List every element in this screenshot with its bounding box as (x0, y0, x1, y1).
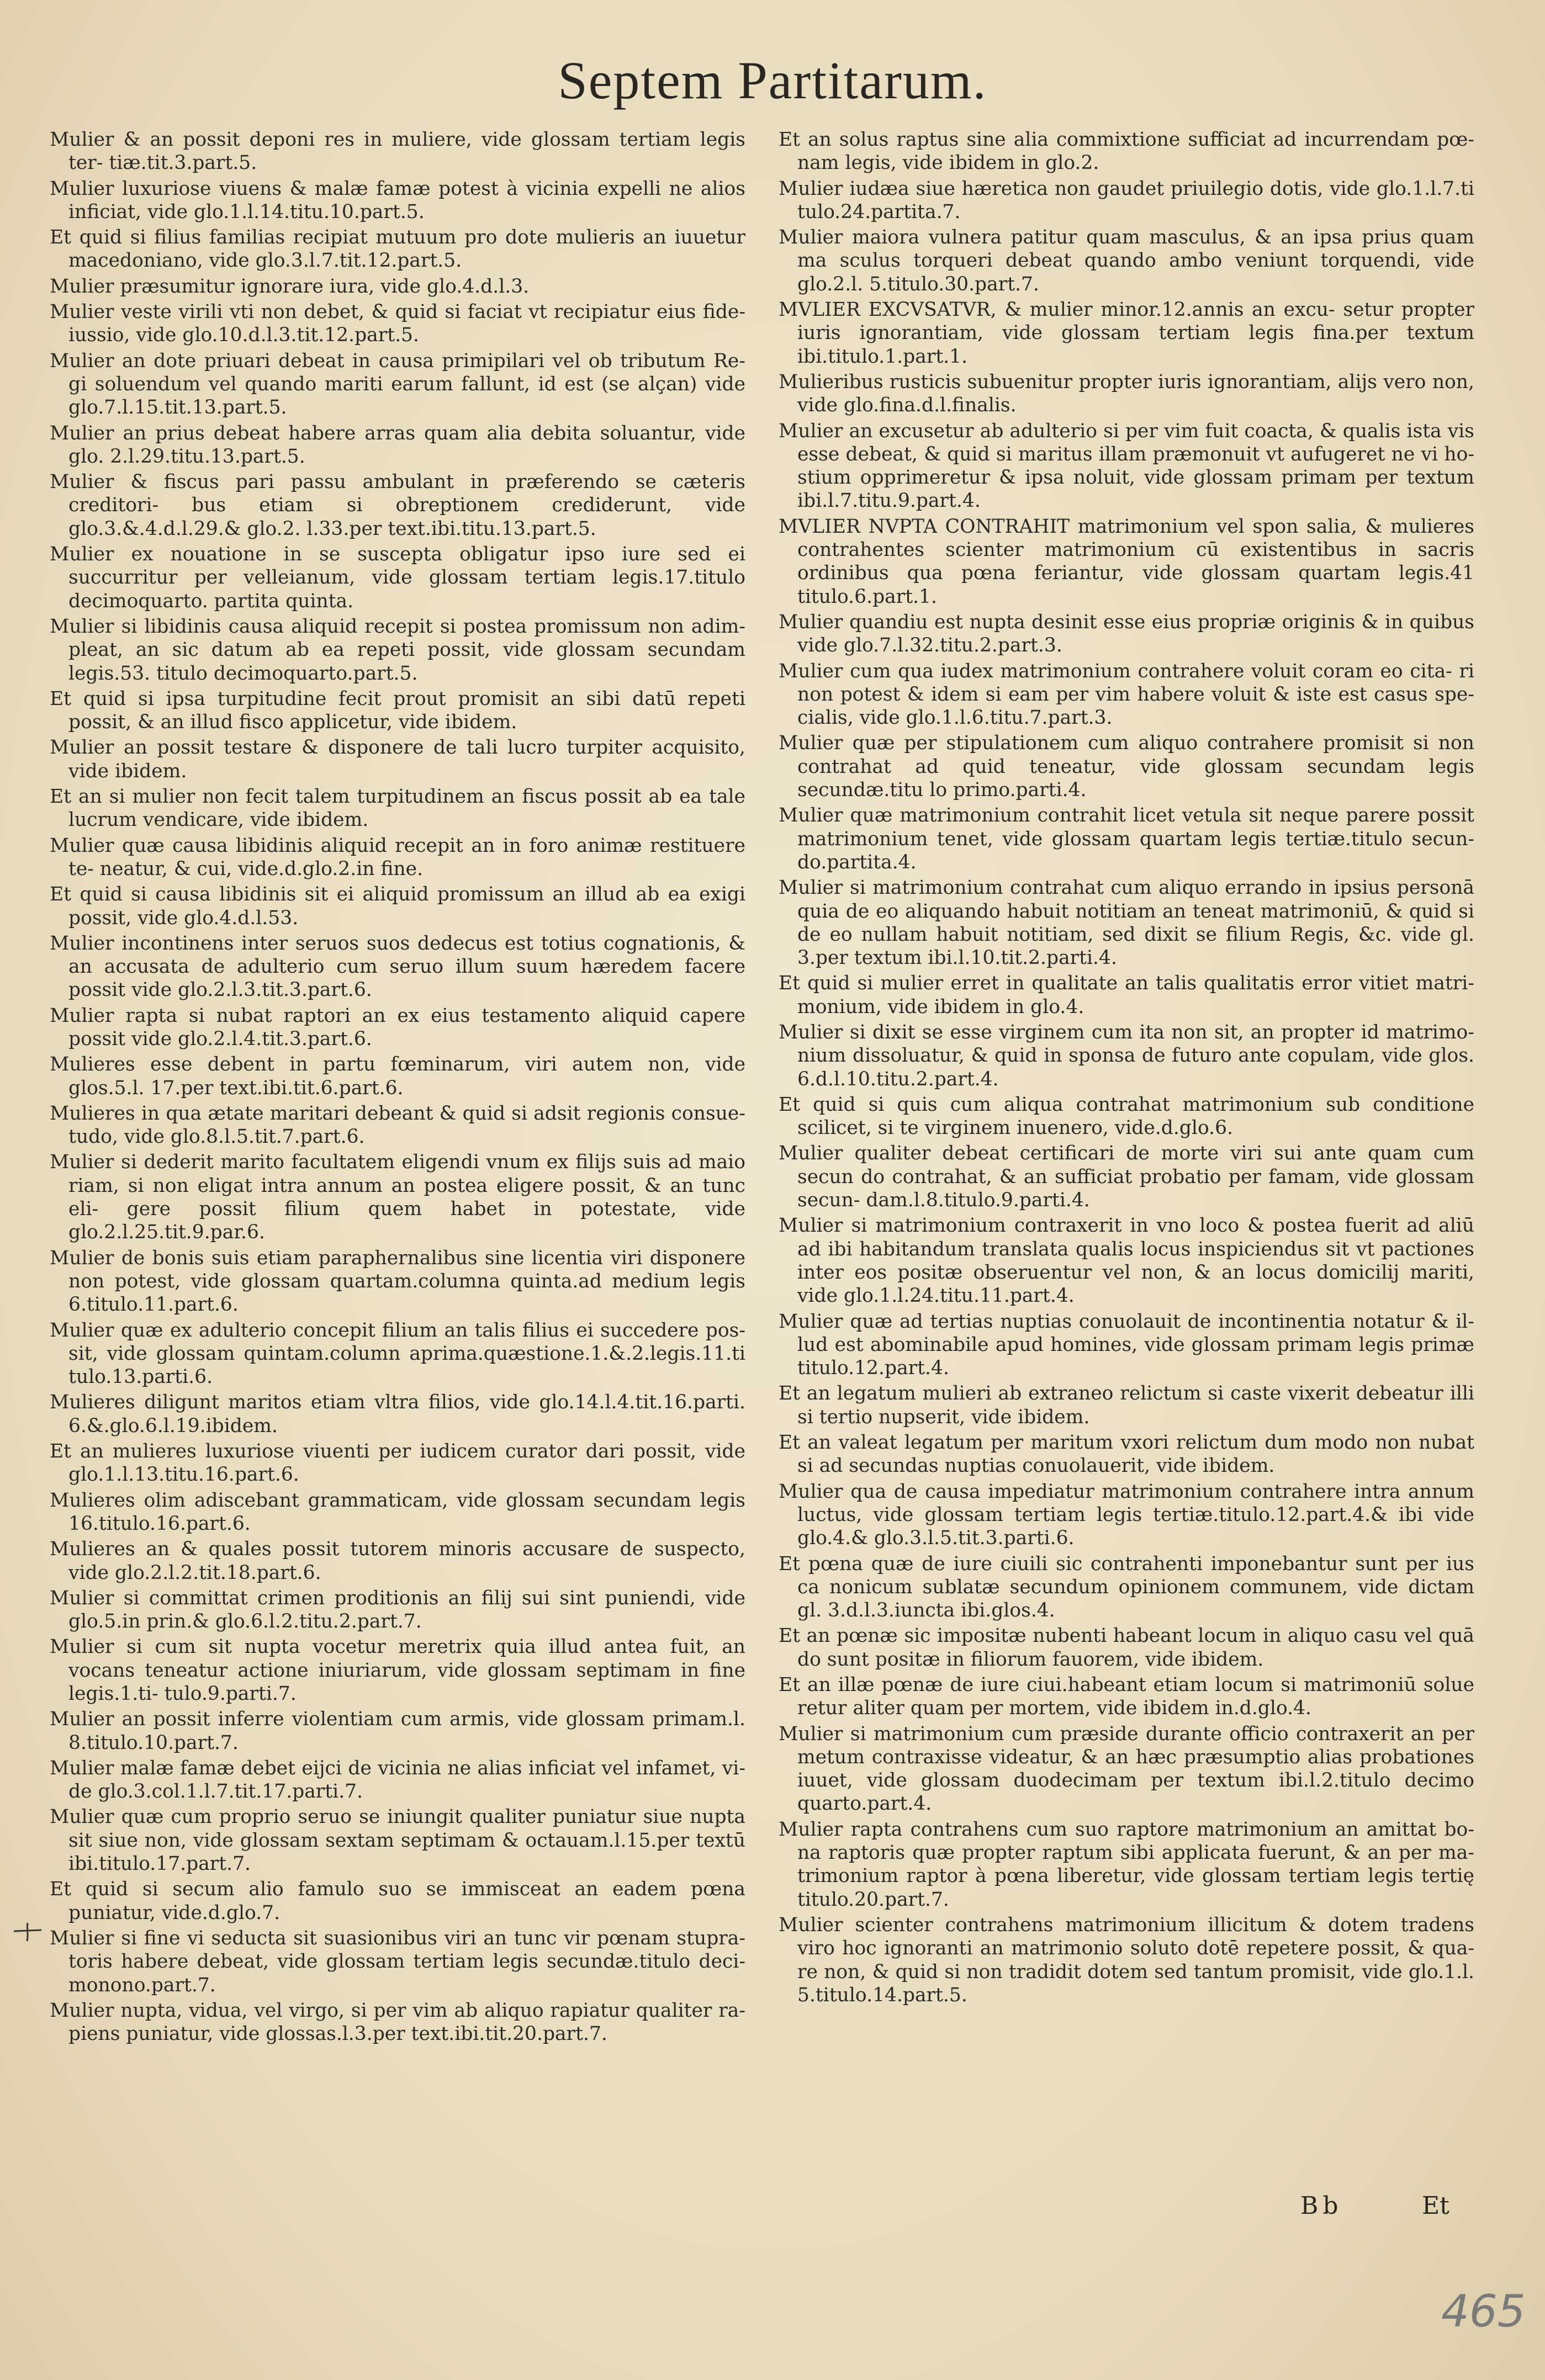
handwritten-folio-number: 465 (1441, 2286, 1526, 2337)
index-entry: Mulier & fiscus pari passu ambulant in præferendo se cæteris creditori- bus etiam si obreptionem crediderunt, vide glo.3.&.4.d.l.29.& glo.2. l.33.per text.ibi.titu.13.part.5. (50, 471, 745, 540)
index-entry: Mulier veste virili vti non debet, & quid si faciat vt recipiatur eius fide- iussio, vide glo.10.d.l.3.tit.12.part.5. (50, 301, 745, 347)
index-entry: Mulieres in qua ætate maritari debeant & quid si adsit regionis consue- tudo, vide glo.8.l.5.tit.7.part.6. (50, 1102, 745, 1148)
index-entry: Mulier ex nouatione in se suscepta obligatur ipso iure sed ei succurritur per velleianum, vide glossam tertiam legis.17.titulo decimoquarto. partita quinta. (50, 543, 745, 612)
index-entry: Et an illæ pœnæ de iure ciui.habeant etiam locum si matrimoniū solue retur aliter quam per mortem, vide ibidem in.d.glo.4. (779, 1674, 1474, 1720)
index-entry: Mulier incontinens inter seruos suos dedecus est totius cognationis, & an accusata de adulterio cum seruo illum suum hæredem facere possit vide glo.2.l.3.tit.3.part.6. (50, 932, 745, 1001)
index-entry: Mulier quæ causa libidinis aliquid recepit an in foro animæ restituere te- neatur, & cui, vide.d.glo.2.in fine. (50, 834, 745, 880)
index-entry: Mulieres an & quales possit tutorem minoris accusare de suspecto, vide glo.2.l.2.tit.18.part.6. (50, 1538, 745, 1584)
index-entry: Mulier si fine vi seducta sit suasionibus viri an tunc vir pœnam stupra- toris habere debeat, vide glossam tertiam legis secundæ.titulo deci- monono.part.7. (50, 1927, 745, 1996)
index-entry: Mulier nupta, vidua, vel virgo, si per vim ab aliquo rapiatur qualiter ra- piens puniatur, vide glossas.l.3.per text.ibi.tit.20.part.7. (50, 1999, 745, 2045)
index-entry: Mulier si cum sit nupta vocetur meretrix quia illud antea fuit, an vocans teneatur actione iniuriarum, vide glossam septimam in fine legis.1.ti- tulo.9.parti.7. (50, 1636, 745, 1705)
index-entry: Mulier malæ famæ debet eijci de vicinia ne alias inficiat vel infamet, vi- de glo.3.col.1.l.7.tit.17.parti.7. (50, 1757, 745, 1803)
left-column (50, 128, 745, 2171)
right-column (779, 128, 1474, 2171)
index-entry: Mulieribus rusticis subuenitur propter iuris ignorantiam, alijs vero non, vide glo.fina.d.l.finalis. (779, 370, 1474, 417)
index-entry: Et quid si filius familias recipiat mutuum pro dote mulieris an iuuetur macedoniano, vide glo.3.l.7.tit.12.part.5. (50, 226, 745, 272)
index-entry: MVLIER NVPTA CONTRAHIT matrimonium vel spon salia, & mulieres contrahentes scienter matrimonium cū existentibus in sacris ordinibus qua pœna feriantur, vide glossam quartam legis.41 titulo.6.part.1. (779, 515, 1474, 608)
index-entry: Et an legatum mulieri ab extraneo relictum si caste vixerit debeatur illi si tertio nupserit, vide ibidem. (779, 1382, 1474, 1428)
index-entry: MVLIER EXCVSATVR, & mulier minor.12.annis an excu- setur propter iuris ignorantiam, vide glossam tertiam legis fina.per textum ibi.titulo.1.part.1. (779, 299, 1474, 368)
index-entry: Mulieres diligunt maritos etiam vltra filios, vide glo.14.l.4.tit.16.parti. 6.&.glo.6.l.19.ibidem. (50, 1391, 745, 1437)
index-entry: Mulier an possit testare & disponere de tali lucro turpiter acquisito, vide ibidem. (50, 736, 745, 782)
index-entry: Mulier an prius debeat habere arras quam alia debita soluantur, vide glo. 2.l.29.titu.13.part.5. (50, 422, 745, 468)
index-entry: Mulier si committat crimen proditionis an filij sui sint puniendi, vide glo.5.in prin.& glo.6.l.2.titu.2.part.7. (50, 1587, 745, 1633)
index-entry: Mulier luxuriose viuens & malæ famæ potest à vicinia expelli ne alios inficiat, vide glo.1.l.14.titu.10.part.5. (50, 177, 745, 223)
index-entry: Mulier si dederit marito facultatem eligendi vnum ex filijs suis ad maio riam, si non eligat intra annum an postea eligere possit, & an tunc eli- gere possit filium quem habet in potestate, vide glo.2.l.25.tit.9.par.6. (50, 1151, 745, 1244)
signature-mark: Bb (1300, 2192, 1343, 2220)
index-entry: Et an mulieres luxuriose viuenti per iudicem curator dari possit, vide glo.1.l.13.titu.16.part.6. (50, 1440, 745, 1486)
index-entry: Mulier cum qua iudex matrimonium contrahere voluit coram eo cita- ri non potest & idem si eam per vim habere voluit & iste est casus spe- cialis, vide glo.1.l.6.titu.7.part.3. (779, 660, 1474, 729)
index-entry: Mulier præsumitur ignorare iura, vide glo.4.d.l.3. (50, 275, 530, 298)
index-entry: Mulier rapta contrahens cum suo raptore matrimonium an amittat bo- na raptoris quæ propter raptum sibi applicata fuerunt, & an per ma- trimonium raptor à pœna liberetur, vide glossam tertiam legis tertię titulo.20.part.7. (779, 1818, 1474, 1911)
index-entry: Mulier quæ matrimonium contrahit licet vetula sit neque parere possit matrimonium tenet, vide glossam quartam legis tertiæ.titulo secun- do.partita.4. (779, 804, 1474, 873)
index-entry: Et an valeat legatum per maritum vxori relictum dum modo non nubat si ad secundas nuptias conuolauerit, vide ibidem. (779, 1432, 1474, 1477)
index-entry: Mulier quæ cum proprio seruo se iniungit qualiter puniatur siue nupta sit siue non, vide glossam sextam septimam & octauam.l.15.per textū ibi.titulo.17.part.7. (50, 1806, 745, 1875)
running-title: Septem Partitarum. (558, 51, 987, 110)
index-entry: Mulier scienter contrahens matrimonium illicitum & dotem tradens viro hoc ignoranti an matrimonio soluto dotē repetere possit, & qua- re non, & quid si non tradidit dotem sed tantum promisit, vide glo.1.l. 5.titulo.14.part.5. (779, 1913, 1474, 2006)
index-entry: Mulier qua de causa impediatur matrimonium contrahere intra annum luctus, vide glossam tertiam legis tertiæ.titulo.12.part.4.& ibi vide glo.4.& glo.3.l.5.tit.3.parti.6. (779, 1480, 1474, 1550)
index-entry: Et quid si quis cum aliqua contrahat matrimonium sub conditione scilicet, si te virginem inuenero, vide.d.glo.6. (779, 1093, 1474, 1139)
index-entry: Et an pœnæ sic impositæ nubenti habeant locum in aliquo casu vel quā do sunt positæ in filiorum fauorem, vide ibidem. (779, 1625, 1474, 1671)
index-entry: Mulier si matrimonium contraxerit in vno loco & postea fuerit ad aliū ad ibi habitandum translata qualis locus inspiciendus sit vt pactiones inter eos positæ obseruentur vel non, & an locus domicilij mariti, vide glo.1.l.24.titu.11.part.4. (779, 1215, 1474, 1307)
index-entry: Mulier quæ per stipulationem cum aliquo contrahere promisit si non contrahat ad quid teneatur, vide glossam secundam legis secundæ.titu lo primo.parti.4. (779, 732, 1474, 802)
index-entry: Et quid si causa libidinis sit ei aliquid promissum an illud ab ea exigi possit, vide glo.4.d.l.53. (50, 883, 745, 929)
index-entry: Mulieres olim adiscebant grammaticam, vide glossam secundam legis 16.titulo.16.part.6. (50, 1489, 745, 1535)
index-entry: Mulier si libidinis causa aliquid recepit si postea promissum non adim- pleat, an sic datum ab ea repeti possit, vide glossam secundam legis.53. titulo decimoquarto.part.5. (50, 615, 745, 685)
index-entry: Mulier an possit inferre violentiam cum armis, vide glossam primam.l. 8.titulo.10.part.7. (50, 1708, 745, 1754)
index-entry: Mulier quæ ad tertias nuptias conuolauit de incontinentia notatur & il- lud est abominabile apud homines, vide glossam primam legis primæ titulo.12.part.4. (779, 1310, 1474, 1380)
index-entry: Mulier an excusetur ab adulterio si per vim fuit coacta, & qualis ista vis esse debeat, & quid si maritus illam præmonuit vt aufugeret ne vi ho- stium opprimeretur & ipsa noluit, vide glossam primam per textum ibi.l.7.titu.9.part.4. (779, 420, 1474, 512)
catchword: Et (1422, 2192, 1449, 2220)
index-entry: Mulier si dixit se esse virginem cum ita non sit, an propter id matrimo- nium dissoluatur, & quid in sponsa de futuro ante copulam, vide glos. 6.d.l.10.titu.2.part.4. (779, 1021, 1474, 1090)
index-entry: Et quid si secum alio famulo suo se immisceat an eadem pœna puniatur, vide.d.glo.7. (50, 1878, 745, 1924)
index-entry: Mulier de bonis suis etiam paraphernalibus sine licentia viri disponere non potest, vide glossam quartam.columna quinta.ad medium legis 6.titulo.11.part.6. (50, 1247, 745, 1316)
index-entry: Et an solus raptus sine alia commixtione sufficiat ad incurrendam pœ- nam legis, vide ibidem in glo.2. (779, 129, 1474, 174)
index-entry: Mulier maiora vulnera patitur quam masculus, & an ipsa prius quam ma sculus torqueri debeat quando ambo veniunt torquendi, vide glo.2.l. 5.titulo.30.part.7. (779, 226, 1474, 295)
index-entry: Et quid si ipsa turpitudine fecit prout promisit an sibi datū repeti possit, & an illud fisco applicetur, vide ibidem. (50, 687, 745, 734)
index-entry: Mulieres esse debent in partu fœminarum, viri autem non, vide glos.5.l. 17.per text.ibi.tit.6.part.6. (50, 1053, 745, 1099)
index-entry: Et pœna quæ de iure ciuili sic contrahenti imponebantur sunt per ius ca nonicum sublatæ secundum opinionem communem, vide dictam gl. 3.d.l.3.iuncta ibi.glos.4. (779, 1552, 1474, 1622)
index-entry: Mulier si matrimonium contrahat cum aliquo errando in ipsius personā quia de eo aliquando habuit notitiam an teneat matrimoniū, & quid si de eo nullam habuit notitiam, sed dixit se filium Regis, &c. vide gl. 3.per textum ibi.l.10.tit.2.parti.4. (779, 877, 1474, 969)
index-entry: Mulier quæ ex adulterio concepit filium an talis filius ei succedere pos- sit, vide glossam quintam.column aprima.quæstione.1.&.2.legis.11.ti tulo.13.parti.6. (50, 1319, 745, 1388)
index-entry: Mulier qualiter debeat certificari de morte viri sui ante quam cum secun do contrahat, & an sufficiat probatio per famam, vide glossam secun- dam.l.8.titulo.9.parti.4. (779, 1142, 1474, 1212)
index-entry: Et quid si mulier erret in qualitate an talis qualitatis error vitiet matri- monium, vide ibidem in glo.4. (779, 972, 1474, 1018)
index-entry: Mulier an dote priuari debeat in causa primipilari vel ob tributum Re- gi soluendum vel quando mariti earum fallunt, id est (se alçan) vide glo.7.l.15.tit.13.part.5. (50, 349, 745, 419)
index-entry: Et an si mulier non fecit talem turpitudinem an fiscus possit ab ea tale lucrum vendicare, vide ibidem. (50, 786, 745, 831)
margin-cross-mark (11, 1920, 44, 1942)
index-columns (50, 128, 1474, 2171)
index-entry: Mulier iudæa siue hæretica non gaudet priuilegio dotis, vide glo.1.l.7.ti tulo.24.partita.7. (779, 177, 1474, 223)
index-entry: Mulier si matrimonium cum præside durante officio contraxerit an per metum contraxisse videatur, & an hæc præsumptio alias probationes iuuet, vide glossam duodecimam per textum ibi.l.2.titulo decimo quarto.part.4. (779, 1722, 1474, 1815)
index-entry: Mulier rapta si nubat raptori an ex eius testamento aliquid capere possit vide glo.2.l.4.tit.3.part.6. (50, 1004, 745, 1050)
index-entry: Mulier quandiu est nupta desinit esse eius propriæ originis & in quibus vide glo.7.l.32.titu.2.part.3. (779, 611, 1474, 657)
index-entry: Mulier & an possit deponi res in muliere, vide glossam tertiam legis ter- tiæ.tit.3.part.5. (50, 129, 745, 174)
